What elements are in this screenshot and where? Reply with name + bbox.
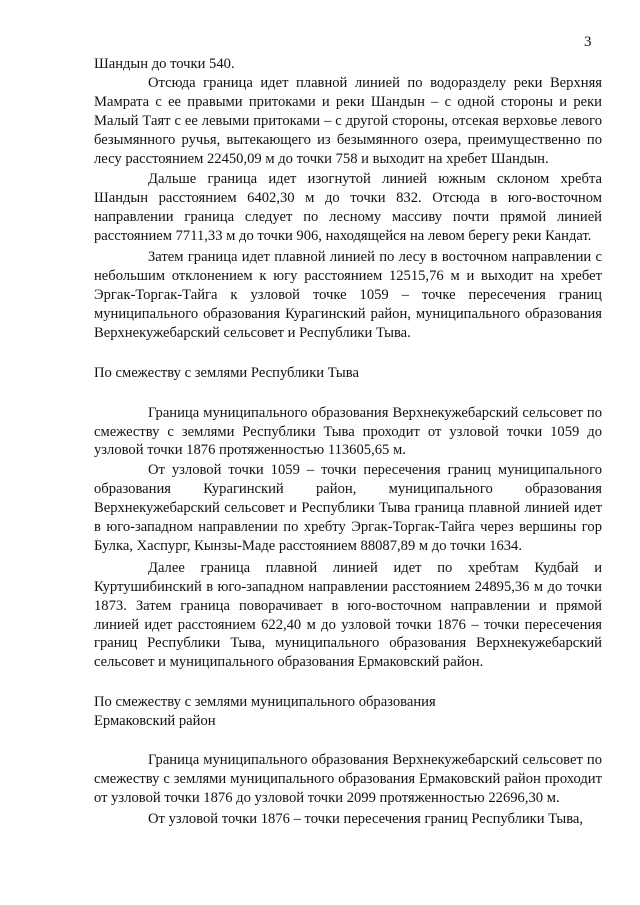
document-body [94, 55, 602, 829]
paragraph-intro-continuation: Шандын до точки 540. [94, 56, 235, 72]
section-heading-tyva: По смежеству с землями Республики Тыва [94, 364, 359, 381]
paragraph: От узловой точки 1876 – точки пересечения границ Республики Тыва, [148, 811, 584, 827]
paragraph: Затем граница идет плавной линией по лесу в восточном направлении с небольшим отклонением к югу расстоянием 12515,76 м и выходит на хребет Эргак-Торгак-Тайга к узловой точке 1059 – точке пересечения границ муниципального образования Курагинский район, муниципального образования Верхнекужебарский сельсовет и Республики Тыва. [94, 249, 602, 341]
paragraph: Дальше граница идет изогнутой линией южным склоном хребта Шандын расстоянием 6402,30 м до точки 832. Отсюда в юго-восточном направлении граница следует по лесному массиву почти прямой линией расстоянием 7711,33 м до точки 906, находящейся на левом берегу реки Кандат. [94, 171, 602, 245]
section-heading-ermakovsky-line1: По смежеству с землями муниципального образования [94, 694, 436, 711]
paragraph: Далее граница плавной линией идет по хребтам Кудбай и Куртушибинский в юго-западном направлении расстоянием 24895,36 м до точки 1873. Затем граница поворачивает в юго-восточном направлении и прямой линией идет расстоянием 622,40 м до узловой точки 1876 – точки пересечения границ Республики Тыва, муниципального образования Верхнекужебарский сельсовет и муниципального образования Ермаковский район. [94, 559, 602, 671]
paragraph: Граница муниципального образования Верхнекужебарский сельсовет по смежеству с землями муниципального образования Ермаковский район проходит от узловой точки 1876 до узловой точки 2099 протяженностью 22696,30 м. [94, 752, 602, 807]
paragraph: Отсюда граница идет плавной линией по водоразделу реки Верхняя Мамрата с ее правыми притоками и реки Шандын – с одной стороны и реки Малый Таят с ее левыми притоками – с другой стороны, отсекая верховье левого безымянного ручья, вытекающего из безымянного озера, преимущественно по лесу расстоянием 22450,09 м до точки 758 и выходит на хребет Шандын. [94, 74, 602, 167]
page-number: 3 [584, 34, 592, 50]
paragraph: От узловой точки 1059 – точки пересечения границ муниципального образования Курагинский район, муниципального образования Верхнекужебарский сельсовет и Республики Тыва граница плавной линией идет в юго-западном направлении по хребту Эргак-Торгак-Тайга через вершины гор Булка, Хаспург, Кынзы-Маде расстоянием 88087,89 м до точки 1634. [94, 462, 602, 554]
paragraph: Граница муниципального образования Верхнекужебарский сельсовет по смежеству с землями Республики Тыва проходит от узловой точки 1059 до узловой точки 1876 протяженностью 113605,65 м. [94, 404, 602, 459]
section-heading-ermakovsky-line2: Ермаковский район [94, 713, 216, 730]
